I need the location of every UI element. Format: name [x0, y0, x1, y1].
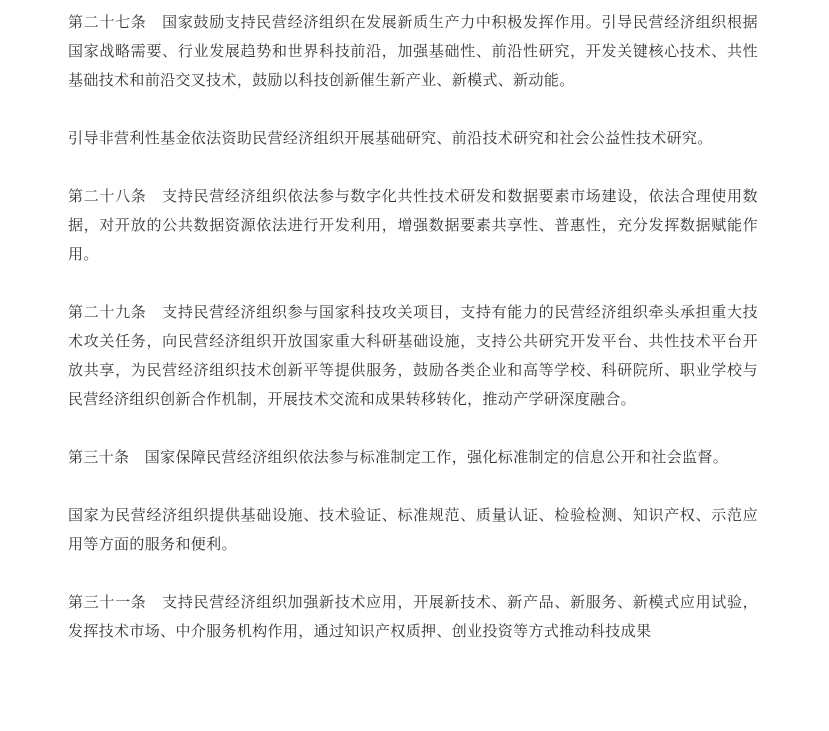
article-27-second-paragraph: 引导非营利性基金依法资助民营经济组织开展基础研究、前沿技术研究和社会公益性技术研究。	[68, 129, 713, 147]
article-31-paragraph: 第三十一条 支持民营经济组织加强新技术应用，开展新技术、新产品、新服务、新模式应用试验，发挥技术市场、中介服务机构作用，通过知识产权质押、创业投资等方式推动科技成果	[68, 593, 758, 640]
article-30-paragraph: 第三十条 国家保障民营经济组织依法参与标准制定工作，强化标准制定的信息公开和社会监督。	[68, 448, 729, 466]
article-29-paragraph: 第二十九条 支持民营经济组织参与国家科技攻关项目，支持有能力的民营经济组织牵头承担重大技术攻关任务，向民营经济组织开放国家重大科研基础设施，支持公共研究开发平台、共性技术平台开放共享，为民营经济组织技术创新平等提供服务，鼓励各类企业和高等学校、科研院所、职业学校与民营经济组织创新合作机制，开展技术交流和成果转移转化，推动产学研深度融合。	[68, 303, 758, 408]
article-30-second-paragraph: 国家为民营经济组织提供基础设施、技术验证、标准规范、质量认证、检验检测、知识产权、示范应用等方面的服务和便利。	[68, 506, 758, 553]
document-body	[68, 8, 758, 675]
article-27-paragraph: 第二十七条 国家鼓励支持民营经济组织在发展新质生产力中积极发挥作用。引导民营经济组织根据国家战略需要、行业发展趋势和世界科技前沿，加强基础性、前沿性研究，开发关键核心技术、共性基础技术和前沿交叉技术，鼓励以科技创新催生新产业、新模式、新动能。	[68, 13, 758, 89]
article-28-paragraph: 第二十八条 支持民营经济组织依法参与数字化共性技术研发和数据要素市场建设，依法合理使用数据，对开放的公共数据资源依法进行开发利用，增强数据要素共享性、普惠性，充分发挥数据赋能作用。	[68, 187, 758, 263]
